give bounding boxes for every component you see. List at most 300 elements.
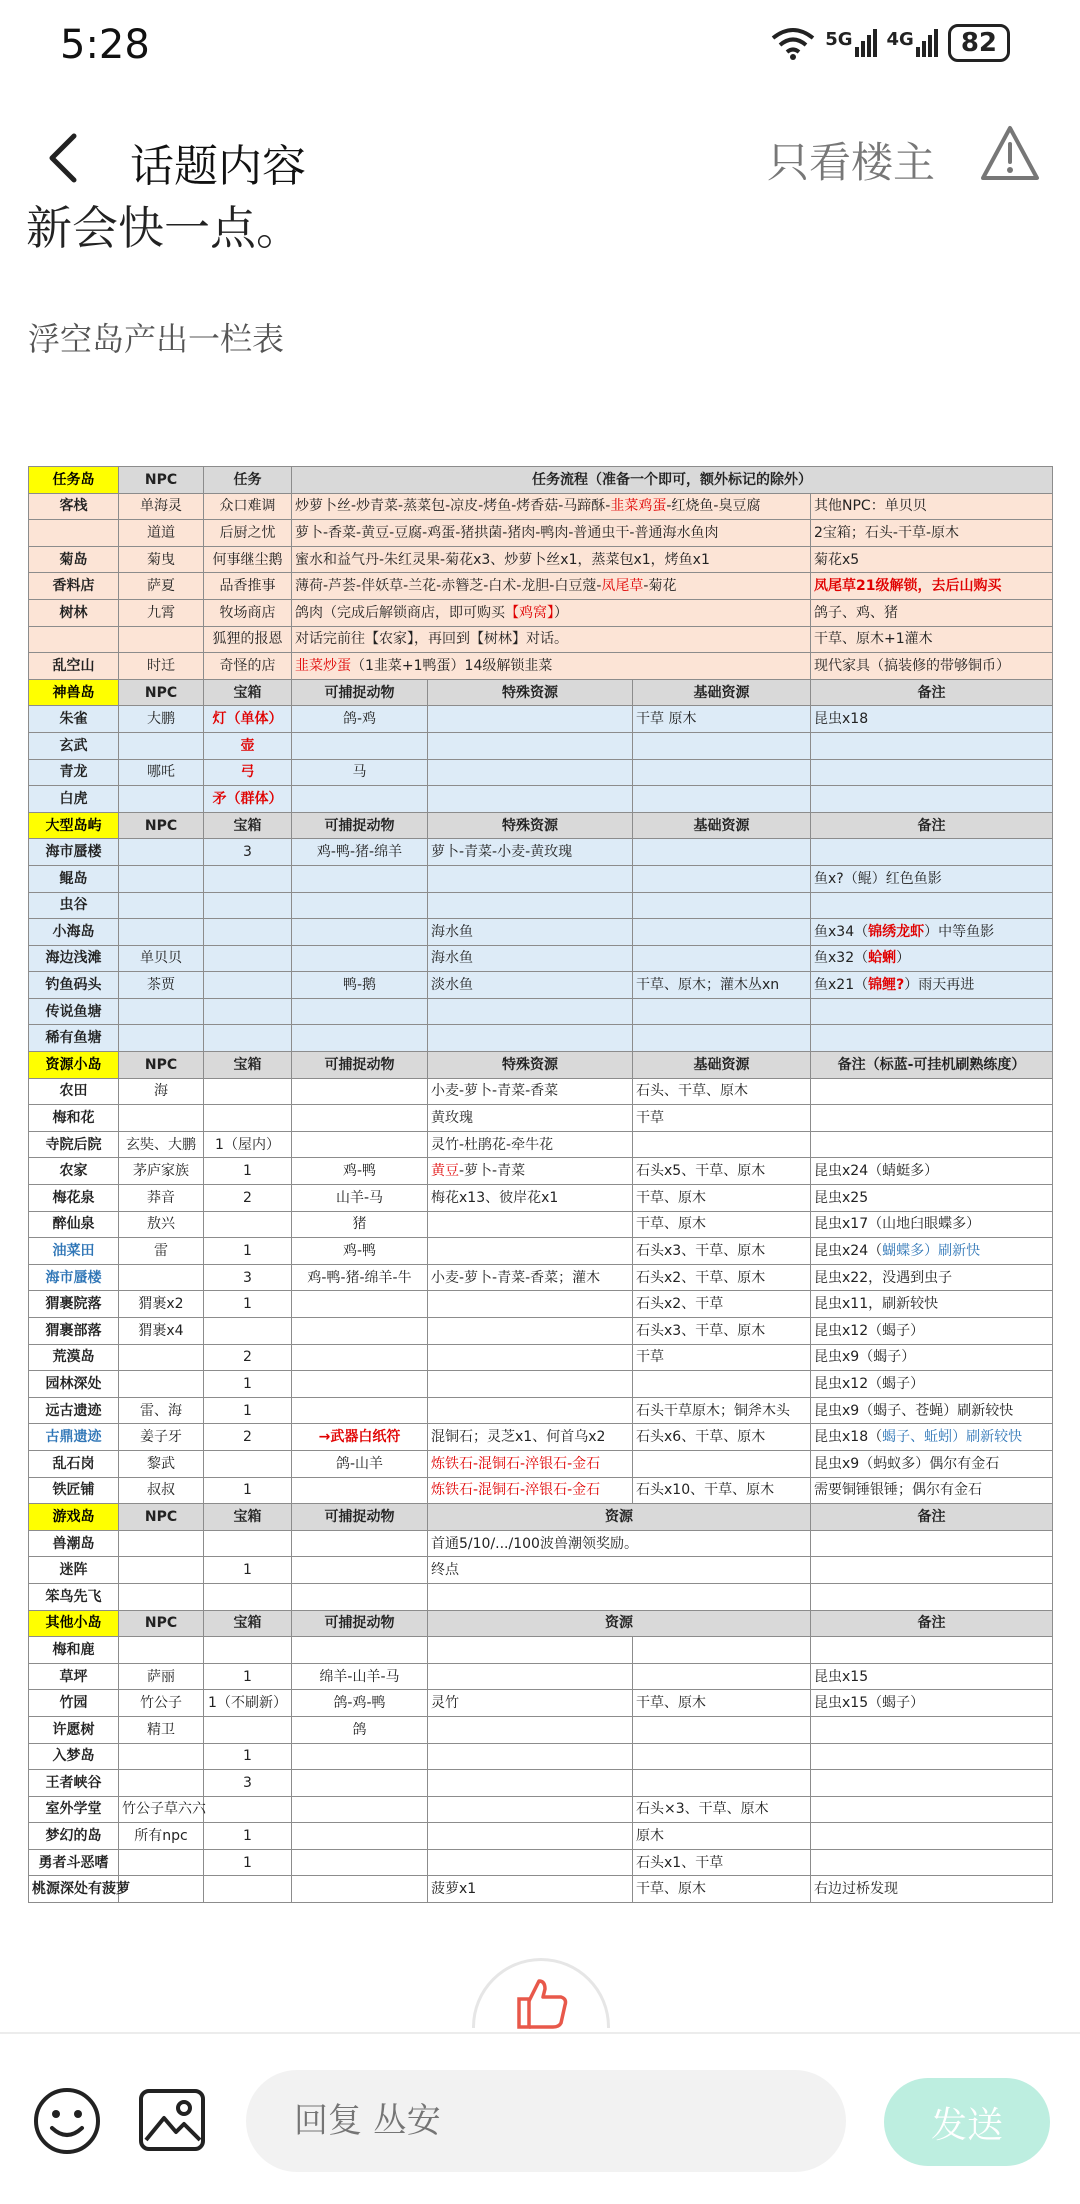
- table-cell: [204, 1504, 292, 1531]
- cell-text: 其他NPC：单贝贝: [814, 498, 927, 515]
- npc-cell: [119, 972, 204, 999]
- table-header-cell: [292, 812, 428, 839]
- npc-cell: [119, 520, 204, 547]
- cell-text: 昆虫x15（蝎子）: [814, 1695, 925, 1712]
- island-name-cell: [29, 1770, 119, 1797]
- npc-cell: [119, 1583, 204, 1610]
- cell-text: 荒漠岛: [52, 1349, 95, 1366]
- cell-text: 神兽岛: [52, 684, 95, 701]
- basic-resource-cell: [633, 1770, 811, 1797]
- note-cell: [811, 1211, 1053, 1238]
- island-name-cell: [29, 732, 119, 759]
- npc-cell: [119, 546, 204, 573]
- emoji-icon[interactable]: [32, 2086, 102, 2156]
- cell-text: 3: [243, 1269, 252, 1286]
- chest-cell: [204, 1716, 292, 1743]
- basic-resource-cell: [633, 1743, 811, 1770]
- cell-text: 昆虫x24（蜻蜓多）: [814, 1163, 939, 1180]
- island-name-cell: [29, 1823, 119, 1850]
- table-cell: [204, 1610, 292, 1637]
- cell-text: 1（屋内）: [215, 1136, 280, 1153]
- cell-text: 海水鱼: [431, 950, 473, 967]
- task-cell: [204, 546, 292, 573]
- animals-cell: [292, 759, 428, 786]
- npc-cell: [119, 1185, 204, 1212]
- cell-text: 资源: [605, 1615, 633, 1632]
- npc-cell: [119, 839, 204, 866]
- special-resource-cell: [428, 1743, 633, 1770]
- cell-text: 黄玫瑰: [431, 1110, 473, 1127]
- animals-cell: [292, 1238, 428, 1265]
- table-header-cell: [633, 812, 811, 839]
- cell-text: 菊岛: [59, 551, 88, 568]
- npc-cell: [119, 706, 204, 733]
- note-cell: [811, 839, 1053, 866]
- note-cell: [811, 998, 1053, 1025]
- note-cell: [811, 865, 1053, 892]
- cell-text: 资源小岛: [45, 1056, 102, 1073]
- npc-cell: [119, 1530, 204, 1557]
- chest-cell: [204, 1583, 292, 1610]
- section-title: [29, 1052, 119, 1079]
- cell-text: 猪: [352, 1216, 367, 1233]
- note-cell: [811, 1424, 1053, 1451]
- animals-cell: [292, 1637, 428, 1664]
- task-flow-cell: [292, 626, 811, 653]
- note-cell: [811, 1823, 1053, 1850]
- page-title: 话题内容: [130, 141, 306, 192]
- basic-resource-cell: [633, 1849, 811, 1876]
- npc-cell: [119, 1344, 204, 1371]
- table-row: [29, 1211, 1053, 1238]
- table-row: [29, 759, 1053, 786]
- note-cell: [811, 1025, 1053, 1052]
- npc-cell: [119, 1424, 204, 1451]
- cell-text: 需要铜锤银锤；偶尔有金石: [814, 1482, 982, 1499]
- cell-text: 锦绣龙虾: [868, 923, 925, 940]
- note-cell: [811, 1450, 1053, 1477]
- npc-cell: [119, 892, 204, 919]
- cell-text: 鸭-鹅: [342, 977, 377, 994]
- cell-text: 远古遗迹: [45, 1402, 102, 1419]
- animals-cell: [292, 1477, 428, 1504]
- npc-cell: [119, 493, 204, 520]
- signal-4g-icon: [887, 29, 938, 57]
- cell-text: ）雨天再进: [904, 977, 975, 994]
- island-name-cell: [29, 706, 119, 733]
- note-cell: [811, 493, 1053, 520]
- animals-cell: [292, 919, 428, 946]
- chest-cell: [204, 1264, 292, 1291]
- signal-5g-icon: [825, 29, 876, 57]
- cell-text: 迷阵: [59, 1562, 88, 1579]
- chest-cell: [204, 1424, 292, 1451]
- cell-text: 何事继尘鹅: [212, 551, 283, 568]
- special-resource-cell: [428, 1025, 633, 1052]
- cell-text: 鸡-鸭-猪-绵羊: [316, 844, 403, 861]
- island-name-cell: [29, 919, 119, 946]
- table-row: [29, 626, 1053, 653]
- only-op-button[interactable]: 只看楼主: [766, 138, 935, 187]
- cell-text: 蜜水和益气丹-朱红灵果-菊花x3、炒萝卜丝x1，蒸菜包x1，烤鱼x1: [295, 551, 710, 568]
- basic-resource-cell: [633, 919, 811, 946]
- note-cell: [811, 1131, 1053, 1158]
- cell-text: 备注（标蓝-可挂机刷熟练度）: [837, 1056, 1026, 1073]
- note-cell: [811, 892, 1053, 919]
- back-arrow-icon[interactable]: [44, 130, 84, 186]
- cell-text: 特殊资源: [502, 1056, 558, 1073]
- cell-text: 2宝箱；石头-干草-原木: [814, 524, 960, 541]
- table-row: [29, 1371, 1053, 1398]
- island-name-cell: [29, 1477, 119, 1504]
- image-icon[interactable]: [138, 2088, 206, 2152]
- animals-cell: [292, 1690, 428, 1717]
- animals-cell: [292, 839, 428, 866]
- note-cell: [811, 1238, 1053, 1265]
- cell-text: 昆虫x22，没遇到虫子: [814, 1269, 953, 1286]
- cell-text: 大型岛屿: [45, 817, 102, 834]
- npc-cell: [119, 626, 204, 653]
- basic-resource-cell: [633, 732, 811, 759]
- npc-cell: [119, 1025, 204, 1052]
- table-row: [29, 1637, 1053, 1664]
- cell-text: 备注: [917, 1615, 946, 1632]
- cell-text: ）: [554, 604, 568, 621]
- cell-text: 白虎: [59, 790, 88, 807]
- cell-text: 1: [243, 1482, 252, 1499]
- cell-text: 干草: [636, 1349, 664, 1366]
- animals-cell: [292, 865, 428, 892]
- basic-resource-cell: [633, 1637, 811, 1664]
- table-row: [29, 1583, 1053, 1610]
- chest-cell: [204, 1105, 292, 1132]
- chest-cell: [204, 1637, 292, 1664]
- basic-resource-cell: [633, 1450, 811, 1477]
- cell-text: 萝卜-青菜-小麦-黄玫瑰: [431, 844, 573, 861]
- basic-resource-cell: [633, 1876, 811, 1903]
- cell-text: 鸽子、鸡、猪: [814, 604, 898, 621]
- post-text-fragment: 新会快一点。: [26, 201, 302, 255]
- note-cell: [811, 1663, 1053, 1690]
- table-header-cell: [633, 1052, 811, 1079]
- npc-cell: [119, 1876, 204, 1903]
- note-cell: [811, 1796, 1053, 1823]
- chest-cell: [204, 1450, 292, 1477]
- cell-text: 单海灵: [140, 498, 182, 515]
- cell-text: 灵竹: [431, 1695, 459, 1712]
- note-cell: [811, 945, 1053, 972]
- table-row: [29, 1397, 1053, 1424]
- island-name-cell: [29, 573, 119, 600]
- cell-text: 菊曳: [147, 551, 175, 568]
- cell-text: 宝箱: [233, 1508, 262, 1525]
- chest-cell: [204, 919, 292, 946]
- table-row: [29, 1025, 1053, 1052]
- animals-cell: [292, 972, 428, 999]
- basic-resource-cell: [633, 1716, 811, 1743]
- basic-resource-cell: [633, 1105, 811, 1132]
- special-resource-cell: [428, 1823, 633, 1850]
- note-cell: [811, 1690, 1053, 1717]
- basic-resource-cell: [633, 1823, 811, 1850]
- basic-resource-cell: [633, 1238, 811, 1265]
- cell-text: 梅花x13、彼岸花x1: [431, 1189, 559, 1206]
- special-resource-cell: [428, 1344, 633, 1371]
- cell-text: 蝴蝶多）刷新快: [882, 1243, 981, 1260]
- npc-cell: [119, 1823, 204, 1850]
- npc-cell: [119, 1318, 204, 1345]
- cell-text: 1: [243, 1748, 252, 1765]
- cell-text: 首通5/10/.../100波兽潮领奖励。: [431, 1535, 638, 1552]
- npc-cell: [119, 732, 204, 759]
- special-resource-cell: [428, 759, 633, 786]
- special-resource-cell: [428, 1770, 633, 1797]
- cell-text: 昆虫x9（蚂蚁多）偶尔有金石: [814, 1455, 1000, 1472]
- island-name-cell: [29, 1344, 119, 1371]
- table-row: [29, 892, 1053, 919]
- note-cell: [811, 1105, 1053, 1132]
- table-row: [29, 1823, 1053, 1850]
- table-header-row: [29, 1610, 1053, 1637]
- basic-resource-cell: [633, 1663, 811, 1690]
- table-cell: [119, 1610, 204, 1637]
- special-resource-cell: [428, 892, 633, 919]
- basic-resource-cell: [633, 998, 811, 1025]
- animals-cell: [292, 1796, 428, 1823]
- cell-text: 宝箱: [233, 817, 262, 834]
- basic-resource-cell: [633, 1424, 811, 1451]
- cell-text: 玄奘、大鹏: [126, 1136, 196, 1153]
- table-cell: [292, 1504, 428, 1531]
- cell-text: 玄武: [59, 737, 88, 754]
- note-cell: [811, 706, 1053, 733]
- cell-text: 萝卜-香菜-黄豆-豆腐-鸡蛋-猪拱菌-猪肉-鸭肉-普通虫干-普通海水鱼肉: [295, 524, 719, 541]
- table-header-cell: [428, 1052, 633, 1079]
- cell-text: （1韭菜+1鸭蛋）14级解锁韭菜: [351, 657, 553, 674]
- table-row: [29, 1530, 1053, 1557]
- island-output-table-image: [28, 466, 1052, 1898]
- task-cell: [204, 573, 292, 600]
- reply-input[interactable]: [246, 2070, 846, 2172]
- animals-cell: [292, 1397, 428, 1424]
- npc-cell: [119, 599, 204, 626]
- chest-cell: [204, 1131, 292, 1158]
- note-cell: [811, 1158, 1053, 1185]
- chest-cell: [204, 1078, 292, 1105]
- status-icons: [771, 24, 1010, 62]
- cell-text: 干草、原木+1灌木: [814, 631, 933, 648]
- cell-text: 昆虫x9（蝎子）: [814, 1349, 916, 1366]
- npc-cell: [119, 945, 204, 972]
- special-resource-cell: [428, 1158, 633, 1185]
- special-resource-cell: [428, 1371, 633, 1398]
- cell-text: 炼铁石-混铜石-淬银石-金石: [431, 1455, 601, 1472]
- basic-resource-cell: [633, 1318, 811, 1345]
- special-resource-cell: [428, 998, 633, 1025]
- animals-cell: [292, 1158, 428, 1185]
- send-button[interactable]: 发送: [884, 2078, 1050, 2166]
- animals-cell: [292, 1583, 428, 1610]
- cell-text: 混铜石；灵芝x1、何首乌x2: [431, 1429, 606, 1446]
- table-row: [29, 1131, 1053, 1158]
- cell-text: 鸡-鸭-猪-绵羊-牛: [307, 1269, 412, 1286]
- basic-resource-cell: [633, 1397, 811, 1424]
- table-row: [29, 732, 1053, 759]
- cell-text: 壶: [240, 737, 255, 754]
- resource-cell: [428, 1557, 811, 1584]
- basic-resource-cell: [633, 706, 811, 733]
- island-name-cell: [29, 1158, 119, 1185]
- cell-text: 昆虫x18（: [814, 1429, 883, 1446]
- wifi-icon: [771, 26, 815, 60]
- cell-text: 雷、海: [140, 1402, 182, 1419]
- cell-text: 鸽-鸡: [342, 711, 377, 728]
- island-name-cell: [29, 546, 119, 573]
- cell-text: 凤尾草: [601, 578, 644, 595]
- warning-icon[interactable]: [980, 124, 1040, 182]
- chest-cell: [204, 1344, 292, 1371]
- cell-text: 菊花x5: [814, 551, 860, 568]
- cell-text: 3: [243, 1774, 252, 1791]
- cell-text: 笨鸟先飞: [45, 1588, 102, 1605]
- cell-text: 干草、原木: [636, 1695, 706, 1712]
- table-row: [29, 573, 1053, 600]
- special-resource-cell: [428, 865, 633, 892]
- cell-text: 现代家具（搞装修的带够铜币）: [814, 657, 1010, 674]
- cell-text: 寺院后院: [45, 1136, 102, 1153]
- chest-cell: [204, 1371, 292, 1398]
- island-name-cell: [29, 1211, 119, 1238]
- cell-text: 备注: [917, 817, 946, 834]
- npc-cell: [119, 653, 204, 680]
- chest-cell: [204, 759, 292, 786]
- cell-text: 昆虫x12（蝎子）: [814, 1322, 925, 1339]
- cell-text: 鸽: [352, 1721, 367, 1738]
- task-flow-cell: [292, 546, 811, 573]
- like-button[interactable]: [472, 1958, 610, 2028]
- cell-text: 基础资源: [693, 684, 750, 701]
- table-cell: [428, 1610, 811, 1637]
- special-resource-cell: [428, 786, 633, 813]
- island-name-cell: [29, 1291, 119, 1318]
- cell-text: 桃源深处有菠萝: [32, 1881, 130, 1898]
- note-cell: [811, 759, 1053, 786]
- note-cell: [811, 919, 1053, 946]
- basic-resource-cell: [633, 1796, 811, 1823]
- cell-text: 任务流程（准备一个即可，额外标记的除外）: [532, 471, 812, 488]
- cell-text: 猬裹院落: [45, 1296, 102, 1313]
- island-name-cell: [29, 1876, 130, 1903]
- table-row: [29, 599, 1053, 626]
- cell-text: 可捕捉动物: [324, 817, 395, 834]
- chest-cell: [204, 865, 292, 892]
- island-name-cell: [29, 653, 119, 680]
- cell-text: 室外学堂: [45, 1801, 102, 1818]
- cell-text: 备注: [917, 684, 946, 701]
- table-row: [29, 1105, 1053, 1132]
- basic-resource-cell: [633, 1158, 811, 1185]
- table-row: [29, 998, 1053, 1025]
- animals-cell: [292, 1743, 428, 1770]
- task-flow-cell: [292, 573, 811, 600]
- cell-text: 昆虫x18: [814, 711, 869, 728]
- cell-text: 海水鱼: [431, 923, 473, 940]
- island-name-cell: [29, 1238, 119, 1265]
- cell-text: 鸽-山羊: [335, 1455, 384, 1472]
- cell-text: 石头x3、干草、原木: [636, 1243, 766, 1260]
- npc-cell: [119, 1397, 204, 1424]
- cell-text: 石头、干草、原木: [636, 1083, 748, 1100]
- table-row: [29, 1849, 1053, 1876]
- cell-text: 虫谷: [59, 897, 88, 914]
- cell-text: 【鸡窝】: [505, 604, 554, 621]
- task-flow-cell: [292, 653, 811, 680]
- cell-text: 青龙: [59, 764, 88, 781]
- island-name-cell: [29, 1318, 119, 1345]
- cell-text: 任务: [233, 471, 262, 488]
- basic-resource-cell: [633, 972, 811, 999]
- island-name-cell: [29, 1078, 119, 1105]
- section-title: [29, 1610, 119, 1637]
- chest-cell: [204, 706, 292, 733]
- cell-text: 醉仙泉: [52, 1216, 95, 1233]
- cell-text: 石头x2、干草、原木: [636, 1269, 766, 1286]
- cell-text: 哪吒: [147, 764, 175, 781]
- special-resource-cell: [428, 1291, 633, 1318]
- table-row: [29, 786, 1053, 813]
- basic-resource-cell: [633, 1344, 811, 1371]
- cell-text: 乱空山: [52, 657, 95, 674]
- note-cell: [811, 520, 1053, 547]
- table-header-cell: [811, 679, 1053, 706]
- npc-cell: [119, 865, 204, 892]
- cell-text: 宝箱: [233, 1615, 262, 1632]
- cell-text: 灯（单体）: [212, 711, 283, 728]
- animals-cell: [292, 998, 428, 1025]
- cell-text: 特殊资源: [502, 817, 558, 834]
- cell-text: 大鹏: [147, 711, 175, 728]
- cell-text: 客栈: [59, 498, 88, 515]
- cell-text: 可捕捉动物: [324, 684, 395, 701]
- animals-cell: [292, 1344, 428, 1371]
- cell-text: 可捕捉动物: [324, 1508, 395, 1525]
- table-cell: [204, 467, 292, 494]
- note-cell: [811, 1371, 1053, 1398]
- special-resource-cell: [428, 839, 633, 866]
- table-row: [29, 839, 1053, 866]
- animals-cell: [292, 1291, 428, 1318]
- npc-cell: [119, 1264, 204, 1291]
- table-header-row: [29, 812, 1053, 839]
- cell-text: 茅庐家族: [133, 1163, 189, 1180]
- npc-cell: [119, 1796, 204, 1823]
- cell-text: 油菜田: [52, 1243, 95, 1260]
- island-name-cell: [29, 1185, 119, 1212]
- cell-text: 对话完前往【农家】，再回到【树林】对话。: [295, 631, 568, 648]
- table-header-row: [29, 1504, 1053, 1531]
- cell-text: -红烧鱼-臭豆腐: [666, 498, 761, 515]
- table-row: [29, 1078, 1053, 1105]
- cell-text: 干草、原木: [636, 1881, 706, 1898]
- table-row: [29, 1158, 1053, 1185]
- table-cell: [292, 467, 1053, 494]
- animals-cell: [292, 1211, 428, 1238]
- cell-text: 狐狸的报恩: [212, 631, 283, 648]
- task-cell: [204, 626, 292, 653]
- basic-resource-cell: [633, 1264, 811, 1291]
- island-name-cell: [29, 786, 119, 813]
- cell-text: NPC: [144, 1615, 178, 1632]
